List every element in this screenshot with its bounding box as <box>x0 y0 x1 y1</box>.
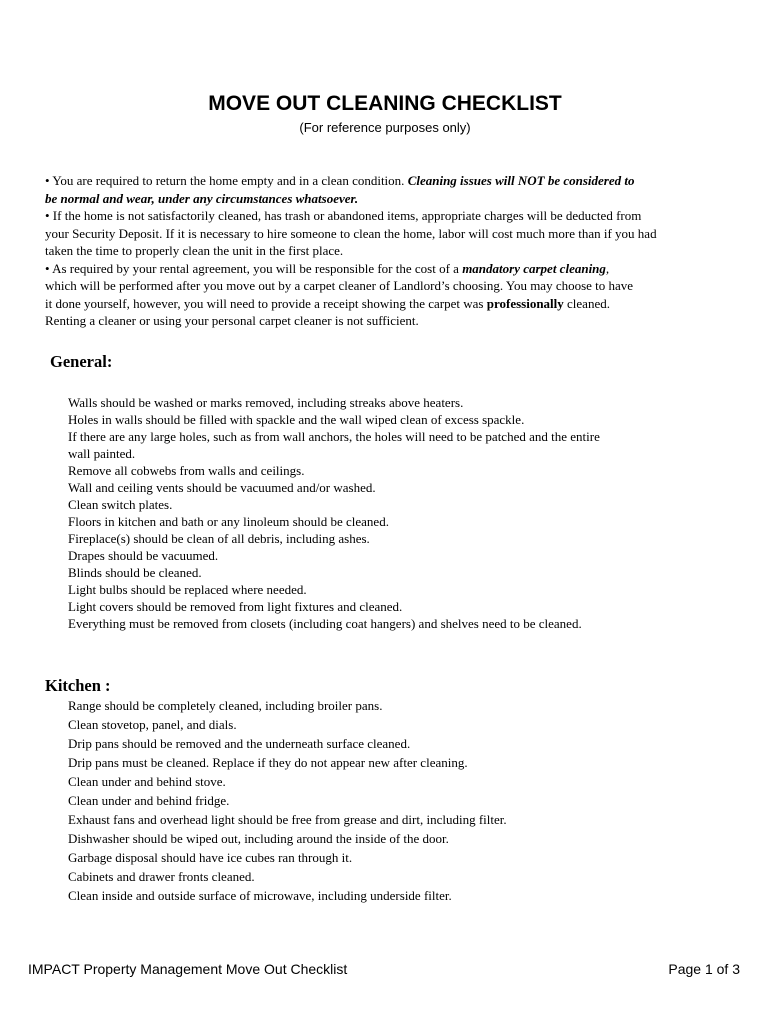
checklist-item: Clean under and behind fridge. <box>68 793 230 808</box>
intro-text: cleaned. <box>563 295 610 311</box>
checklist-item: Drapes should be vacuumed. <box>68 548 219 563</box>
checklist-item: Walls should be washed or marks removed, including streaks above heaters. <box>68 395 464 410</box>
checklist-item: Light covers should be removed from light fixtures and cleaned. <box>68 599 403 614</box>
intro-line <box>45 295 735 313</box>
checklist-item: Remove all cobwebs from walls and ceilings. <box>68 463 305 478</box>
intro-emphasis: be normal and wear, under any circumstances whatsoever. <box>45 190 359 206</box>
checklist-item: Fireplace(s) should be clean of all debris, including ashes. <box>68 531 370 546</box>
checklist-item: Floors in kitchen and bath or any linoleum should be cleaned. <box>68 514 389 529</box>
checklist-item: Blinds should be cleaned. <box>68 565 202 580</box>
kitchen-checklist <box>68 696 748 905</box>
intro-line: which will be performed after you move out by a carpet cleaner of Landlord’s choosing. You may choose to have <box>45 278 634 293</box>
page-title: MOVE OUT CLEANING CHECKLIST <box>208 92 562 115</box>
checklist-item: wall painted. <box>68 446 136 461</box>
checklist-item: Clean stovetop, panel, and dials. <box>68 717 237 732</box>
checklist-item: Clean switch plates. <box>68 497 173 512</box>
checklist-item: Holes in walls should be filled with spackle and the wall wiped clean of excess spackle. <box>68 412 525 427</box>
general-checklist <box>68 394 748 632</box>
intro-text: , <box>605 260 610 276</box>
general-heading: General: <box>50 352 113 371</box>
intro-line <box>45 260 735 278</box>
page-subtitle: (For reference purposes only) <box>299 120 471 135</box>
intro-emphasis: mandatory carpet cleaning <box>462 260 606 276</box>
intro-line <box>45 190 735 208</box>
checklist-item: If there are any large holes, such as from wall anchors, the holes will need to be patched and the entire <box>68 429 600 444</box>
intro-emphasis: professionally <box>486 295 564 311</box>
checklist-item: Exhaust fans and overhead light should be free from grease and dirt, including filter. <box>68 812 507 827</box>
intro-text: • As required by your rental agreement, you will be responsible for the cost of a <box>45 260 463 276</box>
intro-line: Renting a cleaner or using your personal carpet cleaner is not sufficient. <box>45 313 419 328</box>
kitchen-heading: Kitchen : <box>45 676 111 695</box>
intro-line: • If the home is not satisfactorily cleaned, has trash or abandoned items, appropriate charges will be deducted from <box>45 208 642 223</box>
checklist-item: Drip pans should be removed and the underneath surface cleaned. <box>68 736 411 751</box>
checklist-item: Drip pans must be cleaned. Replace if they do not appear new after cleaning. <box>68 755 468 770</box>
intro-line <box>45 172 735 190</box>
checklist-item: Cabinets and drawer fronts cleaned. <box>68 869 255 884</box>
intro-line: your Security Deposit. If it is necessary to hire someone to clean the home, labor will cost much more than if you had <box>45 225 657 241</box>
checklist-item: Everything must be removed from closets (including coat hangers) and shelves need to be cleaned. <box>68 616 582 631</box>
checklist-item: Clean inside and outside surface of microwave, including underside filter. <box>68 888 452 903</box>
intro-text: it done yourself, however, you will need to provide a receipt showing the carpet was <box>45 295 487 311</box>
intro-emphasis: Cleaning issues will NOT be considered to <box>407 173 635 188</box>
intro-block <box>45 172 735 330</box>
checklist-item: Range should be completely cleaned, including broiler pans. <box>68 698 383 713</box>
footer-title: IMPACT Property Management Move Out Checklist <box>28 961 348 977</box>
checklist-item: Light bulbs should be replaced where needed. <box>68 582 307 597</box>
checklist-item: Wall and ceiling vents should be vacuumed and/or washed. <box>68 480 376 495</box>
intro-text: • You are required to return the home empty and in a clean condition. <box>45 173 408 188</box>
intro-line: taken the time to properly clean the unit in the first place. <box>45 243 344 258</box>
checklist-item: Clean under and behind stove. <box>68 774 226 789</box>
checklist-item: Dishwasher should be wiped out, including around the inside of the door. <box>68 831 449 846</box>
checklist-item: Garbage disposal should have ice cubes ran through it. <box>68 850 353 865</box>
page-number: Page 1 of 3 <box>668 961 740 977</box>
